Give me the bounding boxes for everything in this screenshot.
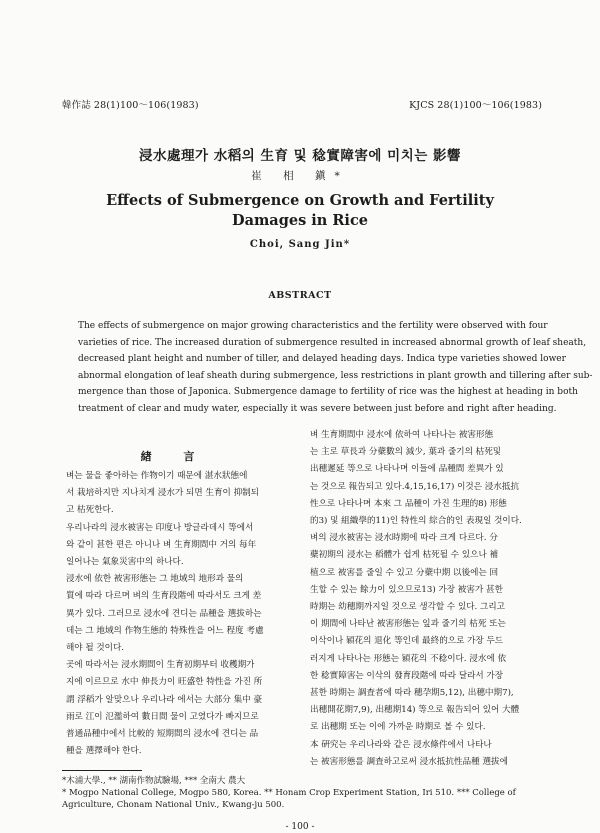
body-line: 는 것으로 報告되고 있다.4,15,16,17) 이것은 浸水抵抗 bbox=[310, 481, 520, 492]
body-line: 本 硏究는 우리나라와 같은 浸水條件에서 나타나 bbox=[310, 739, 492, 750]
footnote-english: * Mogpo National College, Mogpo 580, Korea. ** Honam Crop Experiment Station, Iri 510. *** College of Agriculture, Chonam National Univ., Kwang-ju 500. bbox=[62, 788, 516, 810]
section-heading-introduction: 緖 言 bbox=[140, 450, 209, 463]
abstract-line: The effects of submergence on major growing characteristics and the fertility were observed with four bbox=[78, 321, 548, 331]
body-line: 곳에 따라서는 浸水期間이 生育初期부터 收穫期가 bbox=[66, 660, 255, 671]
abstract-heading: ABSTRACT bbox=[268, 290, 332, 301]
body-line: 質에 따라 다르며 벼의 生育段階에 따라서도 크게 差 bbox=[66, 591, 262, 602]
running-header-right: KJCS 28(1)100～106(1983) bbox=[409, 100, 542, 111]
body-line: 異가 있다. 그러므로 浸水에 견디는 品種을 選拔하는 bbox=[66, 608, 262, 619]
body-line: 고 枯死한다. bbox=[66, 505, 114, 516]
body-line: 生할 수 있는 餘力이 있으므로13) 가장 被害가 甚한 bbox=[310, 584, 503, 595]
body-column-right bbox=[310, 427, 532, 771]
body-line: 일어나는 氣象災害中의 하나다. bbox=[66, 557, 184, 568]
abstract-line: treatment of clear and mudy water, especially it was severe between just before and right after heading. bbox=[78, 403, 557, 414]
body-line: 普通品種中에서 比較的 短期間의 浸水에 견디는 品 bbox=[66, 729, 259, 740]
body-line: 出穗開花期7,9), 出穗期14) 等으로 報告되어 있어 大體 bbox=[310, 705, 520, 716]
body-line: 벼는 물을 좋아하는 作物이기 때문에 湛水狀態에 bbox=[66, 471, 248, 481]
korean-author: 崔 相 鎭* bbox=[251, 170, 349, 182]
body-line: 로 出穗期 또는 이에 가까운 時期로 볼 수 있다. bbox=[310, 722, 486, 733]
english-title bbox=[0, 191, 600, 231]
korean-title: 浸水處理가 水稻의 生育 및 稔實障害에 미치는 影響 bbox=[139, 148, 461, 164]
english-title-line: Damages in Rice bbox=[232, 212, 368, 229]
body-line: 와 같이 甚한 편은 아니나 벼 生育期間中 거의 每年 bbox=[66, 539, 257, 550]
body-line: 性으로 나타나며 本來 그 品種이 가진 生理的8) 形態 bbox=[310, 498, 507, 509]
body-line: 는 被害形態를 調査하고로써 浸水抵抗性品種 選拔에 bbox=[310, 756, 508, 767]
abstract-line: varieties of rice. The increased duration of submergence resulted in increased abnormal growth of leaf sheath, bbox=[78, 337, 587, 348]
body-line: 해야 될 것이다. bbox=[66, 643, 125, 654]
body-column-left bbox=[66, 468, 290, 760]
abstract-line: decreased plant height and number of tiller, and delayed heading days. Indica type varieties showed lower bbox=[78, 354, 566, 364]
footnote-korean: *木浦大學., ** 湖南作物試驗場, *** 全南大 農大 bbox=[62, 776, 246, 786]
english-author: Choi, Sang Jin* bbox=[249, 239, 351, 250]
body-line: 植으로 被害를 줄일 수 있고 分蘗中期 以後에는 回 bbox=[310, 567, 499, 578]
body-line: 種을 選擇해야 한다. bbox=[66, 746, 142, 757]
body-line: 우리나라의 浸水被害는 印度나 방글라데시 等에서 bbox=[66, 522, 254, 533]
body-line: 러지게 나타나는 形態는 穎花의 不稔이다. 浸水에 依 bbox=[310, 653, 507, 664]
body-line: 蘗初期의 浸水는 稻體가 쉽게 枯死될 수 있으나 補 bbox=[310, 550, 499, 561]
body-line: 雨로 江이 氾濫하여 數日間 물이 고였다가 빠지므로 bbox=[66, 711, 259, 722]
body-line: 的3) 및 組織學的11)인 特性의 綜合的인 表現일 것이다. bbox=[310, 516, 522, 527]
abstract-line: abnormal elongation of leaf sheath during submergence, less restrictions in plant growth and tillering after sub- bbox=[78, 370, 593, 381]
body-line: 時期는 幼穗期까지일 것으로 생각할 수 있다. 그리고 bbox=[310, 602, 505, 613]
body-line: 지에 이르므로 水中 伸長力이 旺盛한 特性을 가진 所 bbox=[66, 677, 263, 688]
body-line: 서 栽培하지만 지나치게 浸水가 되면 生育이 抑制되 bbox=[66, 488, 260, 499]
abstract-body bbox=[78, 318, 593, 417]
body-line: 甚한 時期는 調査者에 따라 穗孕期5,12), 出穗中期7), bbox=[310, 688, 514, 699]
body-line: 이삭이나 穎花의 退化 等인데 最終的으로 가장 두드 bbox=[310, 636, 504, 647]
body-line: 出穗遲延 等으로 나타나며 이들에 品種間 差異가 있 bbox=[310, 464, 504, 475]
body-line: 벼의 浸水被害는 浸水時期에 따라 크게 다르다. 分 bbox=[310, 533, 498, 544]
footnote-divider bbox=[62, 770, 142, 771]
body-line: 데는 그 地域의 作物生態的 特殊性을 어느 程度 考慮 bbox=[66, 625, 264, 636]
running-header-left: 韓作誌 28(1)100～106(1983) bbox=[62, 100, 199, 111]
body-line: 謂 浮稻가 알맞으나 우리나라 에서는 大部分 集中 豪 bbox=[66, 694, 263, 705]
body-line: 벼 生育期間中 浸水에 依하여 나타나는 被害形態 bbox=[310, 430, 494, 440]
abstract-line: mergence than those of Japonica. Submergence damage to fertility of rice was the highest at heading in both bbox=[78, 387, 578, 397]
body-line: 는 主로 草長과 分蘗數의 減少, 葉과 줄기의 枯死및 bbox=[310, 447, 502, 458]
body-line: 이 期間에 나타난 被害形態는 잎과 줄기의 枯死 또는 bbox=[310, 619, 506, 630]
body-line: 한 稔實障害는 이삭의 發育段階에 따라 달라서 가장 bbox=[310, 670, 504, 681]
body-line: 浸水에 依한 被害形態는 그 地域의 地形과 물의 bbox=[66, 574, 244, 585]
page-number: - 100 - bbox=[285, 822, 315, 832]
english-title-line: Effects of Submergence on Growth and Fertility bbox=[106, 192, 494, 209]
